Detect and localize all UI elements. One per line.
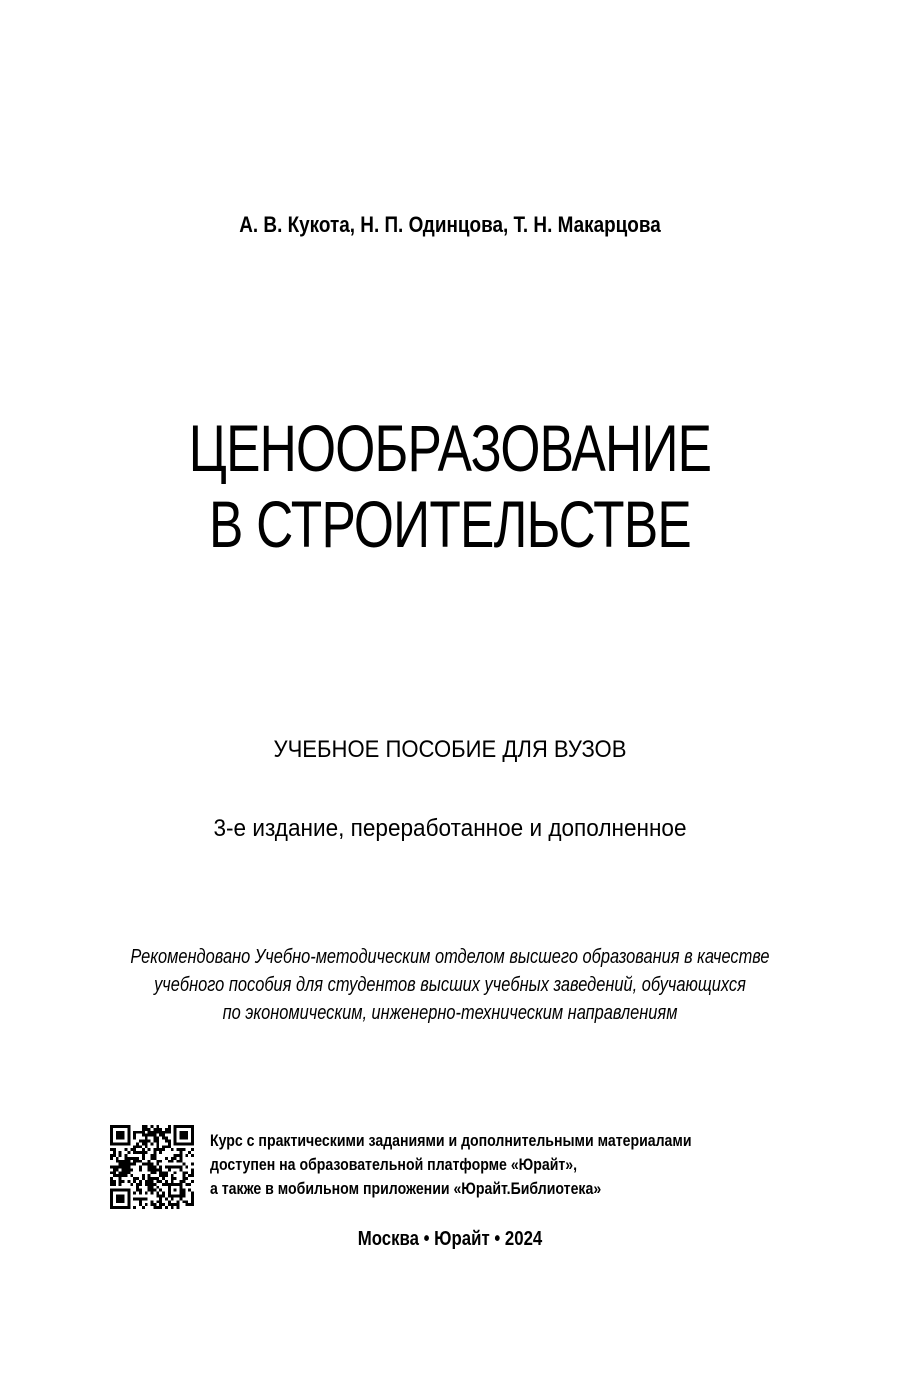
course-line-2: доступен на образовательной платформе «Юрайт»,	[210, 1155, 578, 1174]
recommendation-line-2: учебного пособия для студентов высших учебных заведений, обучающихся	[154, 974, 746, 996]
book-subtitle: УЧЕБНОЕ ПОСОБИЕ ДЛЯ ВУЗОВ	[273, 736, 627, 763]
recommendation-line-3: по экономическим, инженерно-техническим направлениям	[222, 1002, 678, 1024]
recommendation-note	[81, 943, 819, 1027]
book-title-line-2: В СТРОИТЕЛЬСТВЕ	[209, 487, 691, 561]
course-text	[210, 1129, 741, 1201]
course-line-3: а также в мобильном приложении «Юрайт.Библиотека»	[210, 1179, 602, 1198]
publisher-imprint: Москва • Юрайт • 2024	[357, 1228, 543, 1250]
authors: А. В. Кукота, Н. П. Одинцова, Т. Н. Макарцова	[239, 212, 661, 237]
book-title-line-1: ЦЕНООБРАЗОВАНИЕ	[188, 411, 712, 485]
course-block	[110, 1125, 810, 1211]
edition-note: 3-е издание, переработанное и дополненное	[213, 815, 687, 842]
recommendation-line-1: Рекомендовано Учебно-методическим отделом высшего образования в качестве	[130, 946, 770, 968]
qr-code-icon[interactable]	[110, 1125, 194, 1209]
book-title	[99, 410, 801, 562]
course-line-1: Курс с практическими заданиями и дополнительными материалами	[210, 1131, 692, 1150]
